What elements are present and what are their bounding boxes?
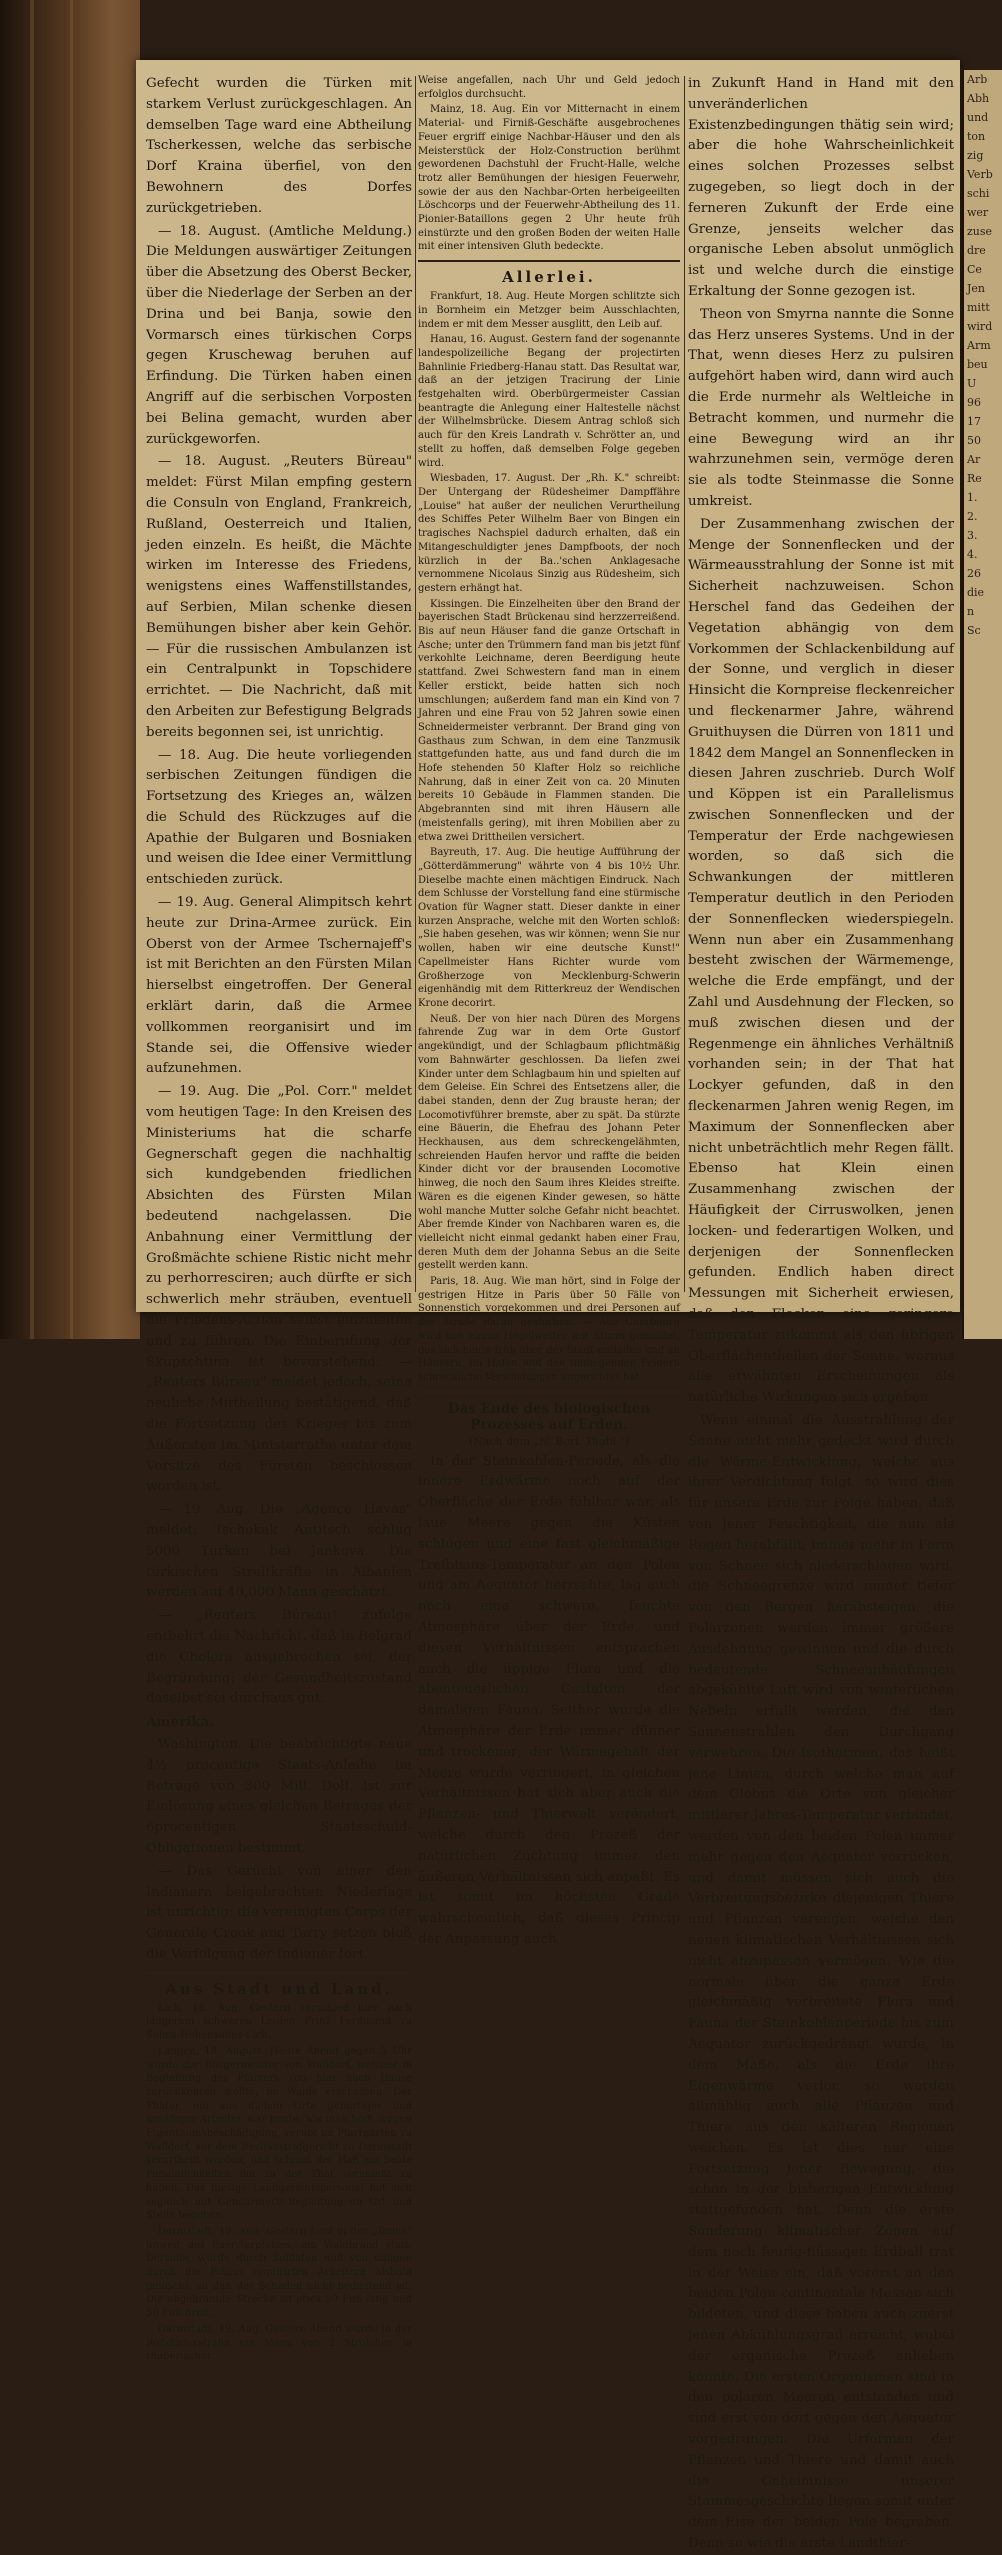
article-text: — 18. August. (Amtliche Meldung.) Die Meldungen auswärtiger Zeitungen über die Absetzung des Oberst Becker, über die Niederlage der Serben an der Drina und bei Banja, sowie den Vormarsch eines türkischen Corps gegen Kruschewag beruhen auf Erfindung. Die Türken haben einen Angriff auf die serbischen Vorposten bei Belina gemacht, wurden aber zurückgeworfen.: [146, 223, 412, 447]
news-item: Wiesbaden, 17. August. Der „Rh. K." schreibt: Der Untergang der Rüdesheimer Dampffähre „Louise" hat außer der neulichen Verurtheilung des Schiffes Peter Wilhelm Baer von Bingen ein tragisches Nachspiel dadurch erhalten, daß ein Mitangeschuldigter jenes Dampfboots, der noch kürzlich in der Ba..'schen Anklagesache vernommene Nicolaus Sinzig aus Rüdesheim, sich gestern erhängt hat.: [418, 473, 680, 594]
next-page-fragment: beu: [967, 358, 988, 371]
article-text: — 18. Aug. Die heute vorliegenden serbischen Zeitungen fündigen die Fortsetzung des Krieges an, wälzen die Schuld des Rückzuges auf die Apathie der Bulgaren und Bosniaken und weisen die Idee einer Vermittlung entschieden zurück.: [146, 747, 412, 888]
next-page-fragment: wer: [967, 206, 989, 219]
section-label-amerika: Amerika.: [146, 1714, 214, 1731]
article-text: — 18. August. „Reuters Büreau" meldet: Fürst Milan empfing gestern die Consuln von England, Frankreich, Rußland, Oesterreich und Italien, jeden einzeln. Es heißt, die Mächte wirken im Interesse des Friedens, wenigstens eines Waffenstillstandes, auf Serbien, Milan schenke diesen Bemühungen bisher aber kein Gehör. — Für die russischen Ambulanzen ist ein Centralpunkt in Topschidere errichtet. — Die Nachricht, daß mit den Arbeiten zur Befestigung Belgrads bereits begonnen sei, ist unrichtig.: [146, 454, 412, 740]
next-page-fragment: U: [967, 377, 977, 390]
article-text: Washington. Die beabsichtigte neue 4½ procentige Staats-Anleihe im Betrage von 300 Mill. Doll. ist zur Einlösung eines gleichen Betrages der 6procentigen Staatsschuld-Obligationen bestimmt.: [146, 1736, 412, 1856]
news-item: Frankfurt, 18. Aug. Heute Morgen schlitzte sich in Bornheim ein Metzger beim Ausschlachten, indem er mit dem Messer ausglitt, den Leib auf.: [418, 291, 680, 330]
article-text: — Das Gerücht von einer den Indianern beigebrachten Niederlage ist unrichtig; die vereinigten Corps der Generale Crook und Terry setzen bloß die Verfolgung der Indianer fort.: [146, 1863, 412, 1962]
article-text: Gefecht wurden die Türken mit starkem Verlust zurückgeschlagen. An demselben Tage ward eine Abtheilung Tscherkessen, welche das serbische Dorf Kraina überfiel, von den Bewohnern des Dorfes zurückgetrieben.: [146, 76, 412, 216]
article-text: In der Steinkohlen-Periode, als die innere Erdwärme noch auf der Oberfläche der Erde fühlbar war, als laue Meere gegen die Küsten schlugen und eine fast gleichmäßige Treibhaus-Temperatur an den Polen und am Aequator herrschte, lag auch noch eine schwere, feuchte Atmosphäre über der Erde, und diesen Verhältnissen entsprachen auch die üppige Flora und die abenteuerlichen Gestalten der damaligen Fauna. Seither wurde die Atmosphäre der Erde immer dünner und trockener; der Wärmegehalt der Meere wurde verringert; in gleichen Verhältnissen hat sich aber auch die Pflanzen- und Thierwelt verändert, welche durch den Prozeß der natürlichen Züchtung immer den äußeren Verhältnissen sich anpaßt. Es ist somit im höchsten Grade wahrscheinlich, daß dieses Princip der Anpassung auch: [418, 1453, 680, 1948]
next-page-fragment: Ar: [967, 453, 981, 466]
binding-stripe: [30, 0, 34, 1339]
news-item: Darmstadt, 19. Aug. Gestern Abend wurde in der Roßdörferstraße ein Mann von 2 Strolchen in räuberischer: [146, 2323, 412, 2363]
next-page-fragment: Ce: [967, 263, 982, 276]
article-heading: Das Ende des biologischen Prozesses auf Erden.: [447, 1400, 651, 1433]
next-page-fragment: mitt: [967, 301, 990, 314]
section-divider: [418, 260, 680, 262]
article-text: — 19. Aug. Die „Pol. Corr." meldet vom heutigen Tage: In den Kreisen des Ministeriums hat die scharfe Gegnerschaft gegen die nachhaltig sich kundgebenden friedlichen Absichten des Fürsten Milan bedeutend nachgelassen. Die Anbahnung einer Vermittlung der Großmächte schiene Ristic nicht mehr zu perhorresciren; auch dürfte er sich schwerlich mehr sträuben, eventuell die Friedens-Action selbst einzuleiten und zu führen. Die Einberufung der Skupschtina ist bevorstehend. — „Reuters Büreau" meldet jedoch, seine neuliche Mittheilung bestätigend, daß die Fortsetzung des Krieges bis zum Äußersten im Ministerrathe unter dem Vorsitze des Fürsten beschlossen worden ist.: [146, 1084, 412, 1495]
next-page-fragment: und: [967, 111, 989, 124]
article-text: — 19. Aug. Die „Agence Havas" meldet: Tschokak Antitsch schlug 5000 Türken bei Jankova. Die türkischen Streitkräfte in Albanien werden auf 40,000 Mann geschätzt.: [146, 1502, 412, 1601]
column-rule: [415, 76, 416, 1292]
article-text: — 19. Aug. General Alimpitsch kehrt heute zur Drina-Armee zurück. Ein Oberst von der Armee Tschernajeff's ist mit Berichten an den Fürsten Milan hierselbst eingetroffen. Der General erklärt darin, daß die Armee vollkommen reorganisirt und im Stande sei, die Offensive wieder aufzunehmen.: [146, 895, 412, 1077]
news-item: Darmstadt, 19. Aug. Gestern fand in der „Tanne" unweit des Exercierplatzes, ein Waldbrand statt. Derselbe wurde durch Soldaten und von einigen durch die Polizei requirirten Arbeitern alsbald gelöscht, so daß der Schaden nicht bedeutend ist. Die abgebrannte Strecke ist etwa 50 Fuß lang und 50 Fuß breit.: [146, 2225, 412, 2320]
newspaper-page: [136, 60, 960, 2552]
next-page-fragment: Sc: [967, 624, 981, 637]
next-page-fragment: 96: [967, 396, 981, 409]
next-page-fragment: zig: [967, 149, 984, 162]
next-page-fragment: Jen: [967, 282, 986, 295]
next-page-fragment: ton: [967, 130, 986, 143]
section-heading-allerlei: Allerlei.: [502, 268, 596, 287]
binding-stripe: [70, 0, 73, 1339]
article-text: Theon von Smyrna nannte die Sonne das Herz unseres Systems. Und in der That, wenn dieses Herz zu pulsiren aufgehört haben wird, dann wird auch die Erde nurmehr als Weltleiche in Betracht kommen, und nurmehr die eine Bewegung wird an ihr wahrzunehmen sein, vermöge deren sie als todte Steinmasse die Sonne umkreist.: [688, 306, 954, 509]
next-page-fragment: Arm: [967, 339, 991, 352]
next-page-fragment: 26: [967, 567, 981, 580]
news-item: Kissingen. Die Einzelheiten über den Brand der bayerischen Stadt Brückenau sind herzzerreißend. Bis auf neun Häuser fand die ganze Ortschaft in Asche; unter den Trümmern fand man bis jetzt fünf verkohlte Leichname, deren Beerdigung heute stattfand. Zwei Schwestern fand man in einem Keller erstickt, beide hatten sich noch umschlungen; außerdem fand man ein Kind von 7 Jahren und eine Frau von 52 Jahren sowie einen Schneidermeister verbrannt. Der Brand ging von Gasthaus zum Schwan, in dem eine Tanzmusik stattgefunden hatte, aus und fand durch die im Hofe stehenden 50 Klafter Holz so reichliche Nahrung, daß in einer Zeit von ca. 20 Minuten bereits 10 Gebäude in Flammen standen. Die Abgebrannten sind mit ihren Häusern alle (meistenfalls gering), mit ihren Mobilien aber zu etwa zwei Drittheilen versichert.: [418, 598, 680, 843]
column-rule: [684, 76, 685, 1292]
next-page-fragment: 17: [967, 415, 981, 428]
next-page-fragment: n: [967, 605, 975, 618]
section-heading-aus-stadt-und-land: Aus Stadt und Land.: [165, 1979, 393, 1998]
column-1: [146, 74, 412, 2363]
article-text: Wenn einmal die Ausstrahlung der Sonne nicht mehr gedeckt wird durch die Wärme-Entwicklung, welche aus ihrer Verdichtung folgt, so wird dies für unsere Erde zur Folge haben, daß von jener Feuchtigkeit, die nun als Regen herabfällt, immer mehr in Form von Schnee sich niederschlagen wird, die Schneegrenze wird immer tiefer von den Bergen herabsteigen, die Polarzonen werden immer größere Ausdehnung gewinnen und die durch bedeutende Schneeanhäufungen abgekühlte Luft wird von winterlichen Nebeln erfüllt werden, die den Sonnenstrahlen den Durchgang verwehren. Die Isothermen, das heißt jene Linien, durch welche man auf dem Globus die Orte von gleicher mittlerer Jahres-Temperatur verbindet, werden von den beiden Polen immer mehr gegen den Aequator vorrücken, und damit müssen sich auch die Verbreitungsbezirke diejenigen Thiere und Pflanzen verengen, welche den neuen klimatischen Verhältnissen sich nicht anzupassen vermögen. Wie die normale über die ganze Erde gleichmäßig verbreitete Flora und Fauna der Steinkohlenperiode bis zum Aequator zurückgedrängt wurde, in dem Maße, als die Erde ihre Eigenwärme verlor, so werden allmählig auch alle Pflanzen und Thiere aus den kälteren Regionen weichen. Es ist dies nur eine Fortsetzung jener Bewegung, die schon in der bisherigen Entwicklung stattgefunden hat. Denn die erste Sonderung klimatischer Zonen auf dem noch feurig-flüssigen Erdball trat in der Weise ein, daß vorerst an den beiden Polen continentale Massen sich bildeten, und diese haben auch zuerst jenen Abkühlungsgrad erreicht, wobei der organische Prozeß anheben konnte. Die ersten Organismen sind in den polaren Meeren entstanden und sind erst von dort gegen den Aequator vorgedrungen. Die Urformen der Pflanzen und Thiere und damit auch die Geheimnisse unserer Stammesgeschichte liegen somit unter dem Eise der beiden Pole begraben. Denn so wie die erste Landthier-: [688, 1413, 954, 2552]
next-page-fragment: Abh: [967, 92, 990, 105]
next-page-fragment: dre: [967, 244, 986, 257]
next-page-fragment: 3.: [967, 529, 978, 542]
article-text: — „Reuters Büreau" zufolge entbehrt die Nachricht, daß in Belgrad die Cholera ausgebrochen sei, der Begründung; der Gesundheitszustand daselbst sei durchaus gut.: [146, 1608, 412, 1707]
next-page-fragment: Verb: [967, 168, 993, 181]
news-item: Weise angefallen, nach Uhr und Geld jedoch erfolglos durchsucht.: [418, 75, 680, 100]
next-page-fragment: die: [967, 586, 985, 599]
news-item: Langen, 18. August. Heute Abend gegen 5 Uhr wurde der Bürgermeister von Walldorf, welcher in Begleitung des Pfarrers von hier nach Hause zurückkehren wollte, im Walde erschossen. Der Thäter, ein aus dielem Orte gebürtiger und ansäßiger Arbeiter, war heute, wie man hört, wegen Eigenthumsbeschädigung, verübt im Pfarrgarten zu Walldorf, vor dem Bezirksstrafgericht zu Darmstadt verurtheilt worden, und scheint der Haß auf beide Persönlichkeiten ihn zu der That veranlaßt zu haben. Das hiesige Landgerichtspersonal hat sich sogleich mit Gendarmerie-Begleitung an Ort und Stelle begeben.: [146, 2045, 412, 2222]
next-page-fragment: Re: [967, 472, 982, 485]
article-text: in Zukunft Hand in Hand mit den unveränderlichen Existenzbedingungen thätig sein wird; aber die hohe Wahrscheinlichkeit eines solchen Prozesses selbst zugegeben, so liegt doch in der ferneren Zukunft der Erde eine Grenze, jenseits welcher das organische Leben absolut unmöglich ist und welche durch die einstige Erkaltung der Sonne gezogen ist.: [688, 76, 954, 299]
next-page-fragment: wird: [967, 320, 993, 333]
news-item: Hanau, 16. August. Gestern fand der sogenannte landespolizeiliche Begang der projectirten Bahnlinie Friedberg-Hanau statt. Das Resultat war, daß an der jetzigen Tracirung der Linie festgehalten wird. Oberbürgermeister Cassian beantragte die Anlegung einer Haltestelle nächst der Wilhelmsbrücke. Diesem Antrag schloß sich auch für den Kreis Landrath v. Schrötter an, und stellt zu hoffen, daß demselben Folge gegeben wird.: [418, 334, 680, 469]
news-item: Lich, 16. Aug. Gestern verschied hier nach längerem schweren Leiden Prinz Ferdinand zu Solms-Hohensolms-Lich.: [146, 2002, 412, 2042]
news-item: Neuß. Der von hier nach Düren des Morgens fahrende Zug war in dem Orte Gustorf angekündigt, und der Schlagbaum pflichtmäßig vom Bahnwärter geschlossen. Da liefen zwei Kinder unter dem Schlagbaum hin und spielten auf dem Geleise. Ein Schrei des Entsetzens aller, die dabei standen, denn der Zug brauste heran; der Locomotivführer bremste, aber zu spät. Da stürzte eine Bäuerin, die Ehefrau des Johann Peter Heckhausen, aus dem schreckengelähmten, schreienden Haufen hervor und raffte die beiden Kinder dicht vor der brausenden Locomotive hinweg, die noch den Saum ihres Kleides streifte. Wären es die eigenen Kinder gewesen, so hätte wohl manche Mutter solche Gefahr nicht beachtet. Aber fremde Kinder von Nachbaren waren es, die vielleicht nicht einmal gedankt haben einer Frau, deren Muth dem der Johanna Sebus an die Seite gestellt werden kann.: [418, 1013, 680, 1272]
article-source: (Nach dem „N. Berl. Tagbl."): [468, 1434, 630, 1448]
book-binding: [0, 0, 140, 1339]
section-divider: [146, 1972, 412, 1974]
next-page-fragment: 4.: [967, 548, 978, 561]
article-text: Der Zusammenhang zwischen der Menge der Sonnenflecken und der Wärmeausstrahlung der Sonne ist mit Sicherheit nachzuweisen. Schon Herschel fand das Gedeihen der Vegetation abhängig von dem Vorkommen der Schlackenbildung auf der Sonne, und verglich in dieser Hinsicht die Kornpreise fleckenreicher und fleckenarmer Jahre, während Gruithuysen die Dürren von 1811 und 1842 dem Mangel an Sonnenflecken in diesen Jahren zuschrieb. Durch Wolf und Köppen ist ein Parallelismus zwischen Sonnenflecken und der Temperatur der Erde nachgewiesen worden, so daß sich die Schwankungen der mittleren Temperatur deutlich in den Perioden der Sonnenflecken wiederspiegeln. Wenn nun aber ein Zusammenhang besteht zwischen der Wärmemenge, welche die Erde empfängt, und der Zahl und Ausdehnung der Flecken, so muß zwischen diesen und der Regenmenge ein ähnliches Verhältniß vorhanden sein; in der That hat Lockyer gefunden, daß in den fleckenarmen Jahren wenig Regen, im Maximum der Sonnenflecken aber nicht unbeträchtlich mehr Regen fällt. Ebenso hat Klein einen Zusammenhang zwischen der Häufigkeit der Cirruswolken, jenen locken- und federartigen Wolken, und derjenigen der Sonnenflecken gefunden. Endlich haben direct Messungen mit Sicherheit erwiesen, daß den Flecken eine geringere Temperatur zukommt als den übrigen Oberflächentheilen der Sonne, woraus alle erwähnten Erscheinungen als natürliche Wirkungen sich ergeben.: [688, 516, 954, 1406]
news-item: Paris, 18. Aug. Wie man hört, sind in Folge der gestrigen Hitze in Paris über 50 Fälle von Sonnenstich vorgekommen und drei Personen auf der Straße daran gestorben. — Aus Cherbourg wird von einem Hagelwetter mit Sturm gemeldet, das sich heute früh über der Stadt entladen und an Häusern, im Hafen und den umliegenden Feldern schreckliche Verwüstungen angerichtet hat.: [418, 1276, 680, 1383]
news-item: Bayreuth, 17. Aug. Die heutige Aufführung der „Götterdämmerung" währte von 4 bis 10½ Uhr. Dieselbe machte einen mächtigen Eindruck. Nach dem Schlusse der Vorstellung fand eine stürmische Ovation für Wagner statt. Dieser dankte in einer kurzen Ansprache, welche mit den Worten schloß: „Sie haben gesehen, was wir können; wenn Sie nur wollen, haben wir eine deutsche Kunst!" Capellmeister Hans Richter wurde vom Großherzoge von Mecklenburg-Schwerin eigenhändig mit dem Ritterkreuz der Wendischen Krone decorirt.: [418, 847, 680, 1009]
section-divider: [418, 1391, 680, 1393]
next-page-fragment: zuse: [967, 225, 993, 238]
column-3: [688, 74, 954, 2552]
next-page-fragment: Arb: [967, 73, 988, 86]
next-page-fragment: 2.: [967, 510, 978, 523]
column-2: [418, 74, 680, 1948]
news-item: Mainz, 18. Aug. Ein vor Mitternacht in einem Material- und Firniß-Geschäfte ausgebrochenes Feuer ergriff einige Nachbar-Häuser und den als Meisterstück der Holz-Construction berühmt gewordenen Dachstuhl der Frucht-Halle, welche trotz aller Bemühungen der hiesigen Feuerwehr, sowie der aus den Nachbar-Orten herbeigeeilten Löschcorps und der Feuerwehr-Abtheilung des 11. Pionier-Bataillons gegen 2 Uhr heute früh einstürzte und den großen Boden der weiten Halle mit einer intensiven Gluth bedeckte.: [418, 104, 680, 253]
next-page-fragment: 1.: [967, 491, 978, 504]
next-page-fragment: 50: [967, 434, 981, 447]
next-page-edge: [962, 70, 1002, 1339]
next-page-fragment: schi: [967, 187, 990, 200]
